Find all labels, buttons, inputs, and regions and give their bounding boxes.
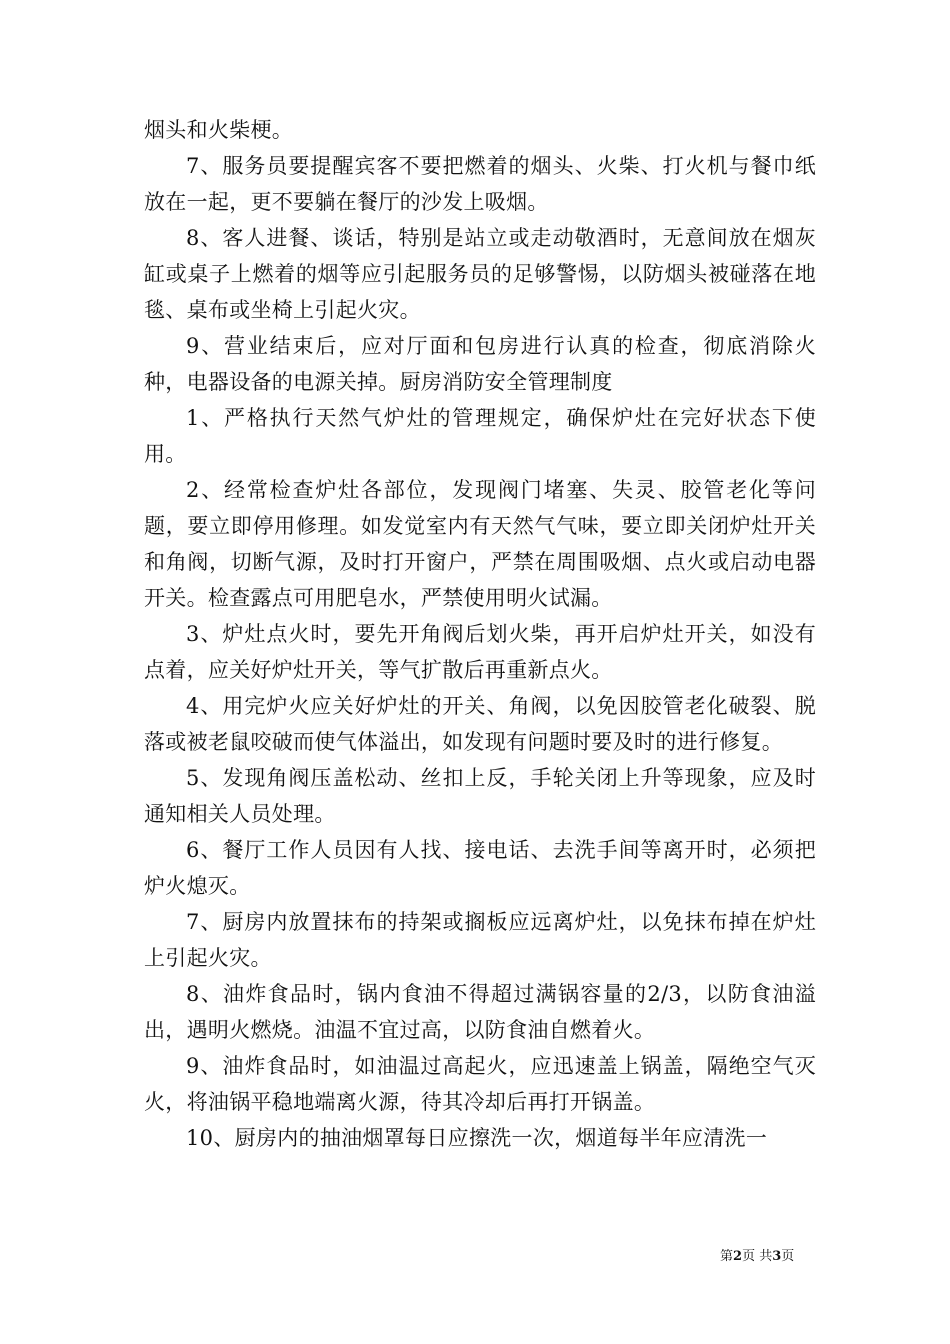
footer-current-page: 2 [733,1249,743,1264]
paragraph-item-7-dining: 7、服务员要提醒宾客不要把燃着的烟头、火柴、打火机与餐巾纸放在一起，更不要躺在餐厅的沙发上吸烟。 [144,154,816,214]
paragraph-item-6-kitchen: 6、餐厅工作人员因有人找、接电话、去洗手间等离开时，必须把炉火熄灭。 [144,838,816,898]
paragraph-continuation: 烟头和火柴梗。 [144,118,294,142]
footer-suffix: 页 [781,1249,795,1264]
paragraph-item-1-kitchen: 1、严格执行天然气炉灶的管理规定，确保炉灶在完好状态下使用。 [144,406,816,466]
footer-total-pages: 3 [772,1249,782,1264]
paragraph-item-4-kitchen: 4、用完炉火应关好炉灶的开关、角阀，以免因胶管老化破裂、脱落或被老鼠咬破而使气体溢出，如发现有问题时要及时的进行修复。 [144,694,816,754]
paragraph-item-10-kitchen: 10、厨房内的抽油烟罩每日应擦洗一次，烟道每半年应清洗一 [186,1126,768,1150]
paragraph-item-8-kitchen: 8、油炸食品时，锅内食油不得超过满锅容量的2/3，以防食油溢出，遇明火燃烧。油温不宜过高，以防食油自燃着火。 [144,982,816,1042]
paragraph-item-7-kitchen: 7、厨房内放置抹布的持架或搁板应远离炉灶，以免抹布掉在炉灶上引起火灾。 [144,910,816,970]
paragraph-item-2-kitchen: 2、经常检查炉灶各部位，发现阀门堵塞、失灵、胶管老化等问题，要立即停用修理。如发觉室内有天然气气味，要立即关闭炉灶开关和角阀，切断气源，及时打开窗户，严禁在周围吸烟、点火或启动电器开关。检查露点可用肥皂水，严禁使用明火试漏。 [144,478,816,610]
paragraph-item-9-kitchen: 9、油炸食品时，如油温过高起火，应迅速盖上锅盖，隔绝空气灭火，将油锅平稳地端离火源，待其冷却后再打开锅盖。 [144,1054,816,1114]
paragraph-item-3-kitchen: 3、炉灶点火时，要先开角阀后划火柴，再开启炉灶开关，如没有点着，应关好炉灶开关，等气扩散后再重新点火。 [144,622,816,682]
paragraph-item-8-dining: 8、客人进餐、谈话，特别是站立或走动敬酒时，无意间放在烟灰缸或桌子上燃着的烟等应引起服务员的足够警惕，以防烟头被碰落在地毯、桌布或坐椅上引起火灾。 [144,226,816,322]
paragraph-item-5-kitchen: 5、发现角阀压盖松动、丝扣上反，手轮关闭上升等现象，应及时通知相关人员处理。 [144,766,816,826]
footer-prefix: 第 [720,1249,734,1264]
page-number-footer [720,1248,810,1266]
footer-middle: 页 共 [742,1249,773,1264]
paragraph-item-9-dining: 9、营业结束后，应对厅面和包房进行认真的检查，彻底消除火种，电器设备的电源关掉。厨房消防安全管理制度 [144,334,816,394]
document-body [144,112,816,1156]
